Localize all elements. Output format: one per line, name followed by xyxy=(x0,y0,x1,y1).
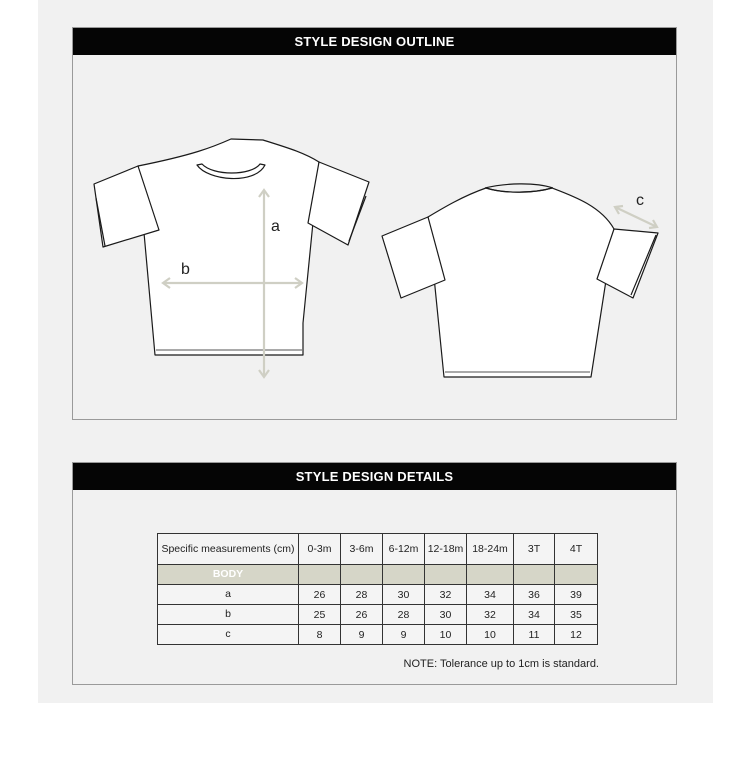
size-header-cell: 3T xyxy=(514,534,555,565)
tshirt-front-drawing xyxy=(94,133,369,355)
measurement-label-c: c xyxy=(636,192,644,209)
section-empty-cell xyxy=(341,565,383,585)
table-cell: 26 xyxy=(299,585,341,605)
section-empty-cell xyxy=(299,565,341,585)
table-cell: 32 xyxy=(467,605,514,625)
table-cell: 30 xyxy=(425,605,467,625)
table-cell: 36 xyxy=(514,585,555,605)
section-empty-cell xyxy=(383,565,425,585)
table-row xyxy=(158,605,598,625)
section-empty-cell xyxy=(555,565,598,585)
table-row xyxy=(158,585,598,605)
table-cell: 28 xyxy=(341,585,383,605)
row-label-cell: b xyxy=(158,605,299,625)
table-cell: 8 xyxy=(299,625,341,645)
table-cell: 28 xyxy=(383,605,425,625)
section-empty-cell xyxy=(425,565,467,585)
outline-header: STYLE DESIGN OUTLINE xyxy=(73,28,676,55)
table-cell: 26 xyxy=(341,605,383,625)
spec-sheet xyxy=(38,0,713,703)
details-header: STYLE DESIGN DETAILS xyxy=(73,463,676,490)
table-cell: 35 xyxy=(555,605,598,625)
style-design-outline-panel xyxy=(72,27,677,420)
sleeve-measurement-line xyxy=(615,206,657,228)
section-empty-cell xyxy=(467,565,514,585)
table-header-row xyxy=(158,534,598,565)
size-header-cell: 18-24m xyxy=(467,534,514,565)
table-cell: 9 xyxy=(341,625,383,645)
header-label-cell: Specific measurements (cm) xyxy=(158,534,299,565)
table-cell: 11 xyxy=(514,625,555,645)
size-header-cell: 3-6m xyxy=(341,534,383,565)
measurement-label-a: a xyxy=(271,218,280,235)
table-cell: 32 xyxy=(425,585,467,605)
style-design-details-panel xyxy=(72,462,677,685)
table-cell: 34 xyxy=(514,605,555,625)
table-cell: 30 xyxy=(383,585,425,605)
row-label-cell: a xyxy=(158,585,299,605)
section-label-cell: BODY xyxy=(158,565,299,585)
table-row xyxy=(158,625,598,645)
table-cell: 9 xyxy=(383,625,425,645)
table-cell: 25 xyxy=(299,605,341,625)
size-measurement-table xyxy=(157,533,598,645)
table-cell: 39 xyxy=(555,585,598,605)
section-empty-cell xyxy=(514,565,555,585)
table-cell: 34 xyxy=(467,585,514,605)
table-cell: 10 xyxy=(425,625,467,645)
measurement-label-b: b xyxy=(181,261,190,278)
tolerance-note: NOTE: Tolerance up to 1cm is standard. xyxy=(403,658,599,670)
table-cell: 12 xyxy=(555,625,598,645)
size-header-cell: 12-18m xyxy=(425,534,467,565)
size-header-cell: 6-12m xyxy=(383,534,425,565)
size-header-cell: 0-3m xyxy=(299,534,341,565)
tshirt-drawings xyxy=(73,55,676,419)
table-section-row xyxy=(158,565,598,585)
row-label-cell: c xyxy=(158,625,299,645)
tshirt-back-drawing xyxy=(382,184,658,377)
table-cell: 10 xyxy=(467,625,514,645)
size-header-cell: 4T xyxy=(555,534,598,565)
